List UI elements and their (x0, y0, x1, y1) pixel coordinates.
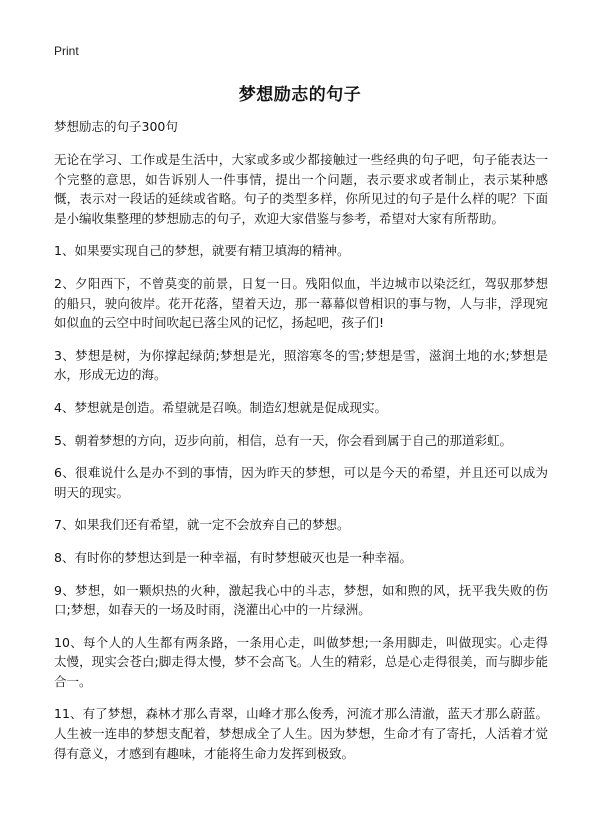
print-link[interactable]: Print (54, 44, 79, 58)
quote-item: 5、朝着梦想的方向，迈步向前，相信，总有一天，你会看到属于自己的那道彩虹。 (54, 432, 512, 448)
quote-item: 2、夕阳西下，不曾莫变的前景，日复一日。残阳似血，半边城市以染泛红，驾驭那梦想的船只，驶向彼岸。花开花落，望着天边，那一幕幕似曾相识的事与物，人与非，浮现宛如似血的云空中时间吹起已落尘风的记忆，扬起吧，孩子们! (54, 275, 548, 331)
article-subtitle: 梦想励志的句子300句 (54, 119, 178, 134)
intro-paragraph: 无论在学习、工作或是生活中，大家或多或少都接触过一些经典的句子吧，句子能表达一个完整的意思，如告诉别人一件事情，提出一个问题，表示要求或者制止，表示某种感慨，表示对一段话的延续或省略。句子的类型多样，你所见过的句子是什么样的呢？下面是小编收集整理的梦想励志的句子，欢迎大家借鉴与参考，希望对大家有所帮助。 (54, 152, 548, 226)
quote-item: 3、梦想是树，为你撑起绿荫;梦想是光，照溶寒冬的雪;梦想是雪，滋润土地的水;梦想是水，形成无边的海。 (54, 347, 548, 383)
quote-item: 11、有了梦想，森林才那么青翠，山峰才那么俊秀，河流才那么清澈，蓝天才那么蔚蓝。人生被一连串的梦想支配着，梦想成全了人生。因为梦想，生命才有了寄托，人活着才觉得有意义，才感到有趣味，才能将生命力发挥到极致。 (54, 706, 548, 761)
quote-item: 9、梦想，如一颗炽热的火种，激起我心中的斗志，梦想，如和煦的风，抚平我失败的伤口;梦想，如春天的一场及时雨，浇灌出心中的一片绿洲。 (54, 582, 548, 618)
quote-item: 6、很难说什么是办不到的事情，因为昨天的梦想，可以是今天的希望，并且还可以成为明天的现实。 (54, 465, 548, 500)
quote-item: 10、每个人的人生都有两条路，一条用心走，叫做梦想;一条用脚走，叫做现实。心走得太慢，现实会苍白;脚走得太慢，梦不会高飞。人生的精彩，总是心走得很美，而与脚步能合一。 (54, 634, 548, 689)
article-body (54, 118, 548, 776)
quote-item: 7、如果我们还有希望，就一定不会放弃自己的梦想。 (54, 517, 350, 533)
quote-item: 4、梦想就是创造。希望就是召唤。制造幻想就是促成现实。 (54, 399, 387, 415)
quote-item: 1、如果要实现自己的梦想，就要有精卫填海的精神。 (54, 243, 350, 259)
page-title: 梦想励志的句子 (238, 85, 362, 105)
quote-item: 8、有时你的梦想达到是一种幸福，有时梦想破灭也是一种幸福。 (54, 549, 412, 565)
